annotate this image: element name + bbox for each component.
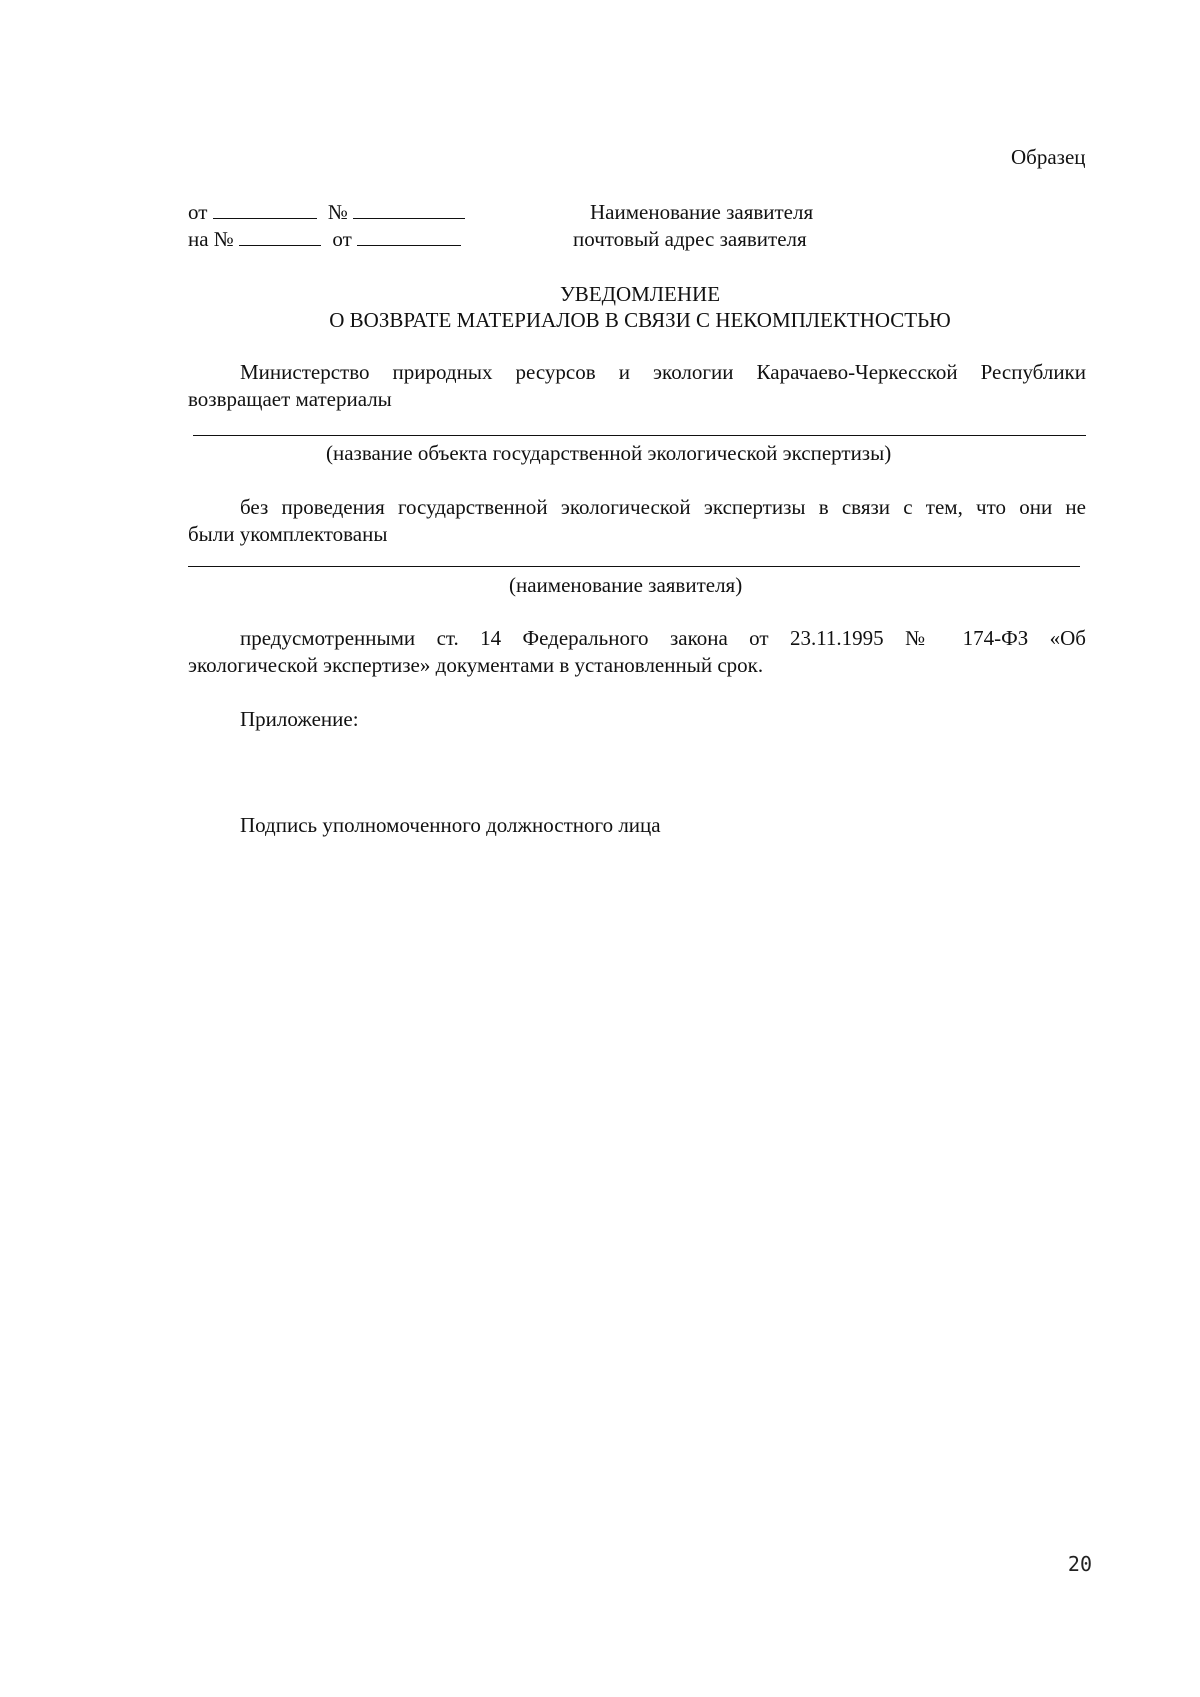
addressee-address: почтовый адрес заявителя [573,227,807,251]
sample-label: Образец [1011,145,1086,169]
paragraph-1-line-2: возвращает материалы [188,387,392,411]
applicant-name-line [188,566,1080,567]
reference-number-blank [353,200,465,219]
reference-line-2 [188,226,461,252]
reference-date-blank [213,200,317,219]
document-subtitle: О ВОЗВРАТЕ МАТЕРИАЛОВ В СВЯЗИ С НЕКОМПЛЕКТНОСТЬЮ [329,308,951,332]
object-name-line [193,435,1086,436]
page-number: 20 [1067,1552,1092,1576]
signature-label: Подпись уполномоченного должностного лица [240,813,661,837]
paragraph-1-line-1: Министерство природных ресурсов и экологии Карачаево-Черкесской Республики [240,360,1086,384]
reply-date-blank [357,227,461,246]
reference-from-label: от [188,200,208,224]
paragraph-2-line-2: были укомплектованы [188,522,388,546]
paragraph-3-line-2: экологической экспертизе» документами в установленный срок. [188,653,764,677]
paragraph-2-line-1: без проведения государственной экологической экспертизы в связи с тем, что они не [240,495,1086,519]
reference-line-1 [188,199,465,225]
attachment-label: Приложение: [240,707,359,731]
document-title: УВЕДОМЛЕНИЕ [559,282,721,306]
reference-number-label: № [327,200,348,224]
reply-number-label: на № [188,227,234,251]
reply-number-blank [239,227,321,246]
paragraph-3-line-1: предусмотренными ст. 14 Федерального закона от 23.11.1995 № 174-ФЗ «Об [240,626,1086,650]
object-name-caption: (название объекта государственной экологической экспертизы) [326,441,892,465]
reply-from-label: от [332,227,352,251]
applicant-name-caption: (наименование заявителя) [509,573,743,597]
addressee-name: Наименование заявителя [590,200,814,224]
